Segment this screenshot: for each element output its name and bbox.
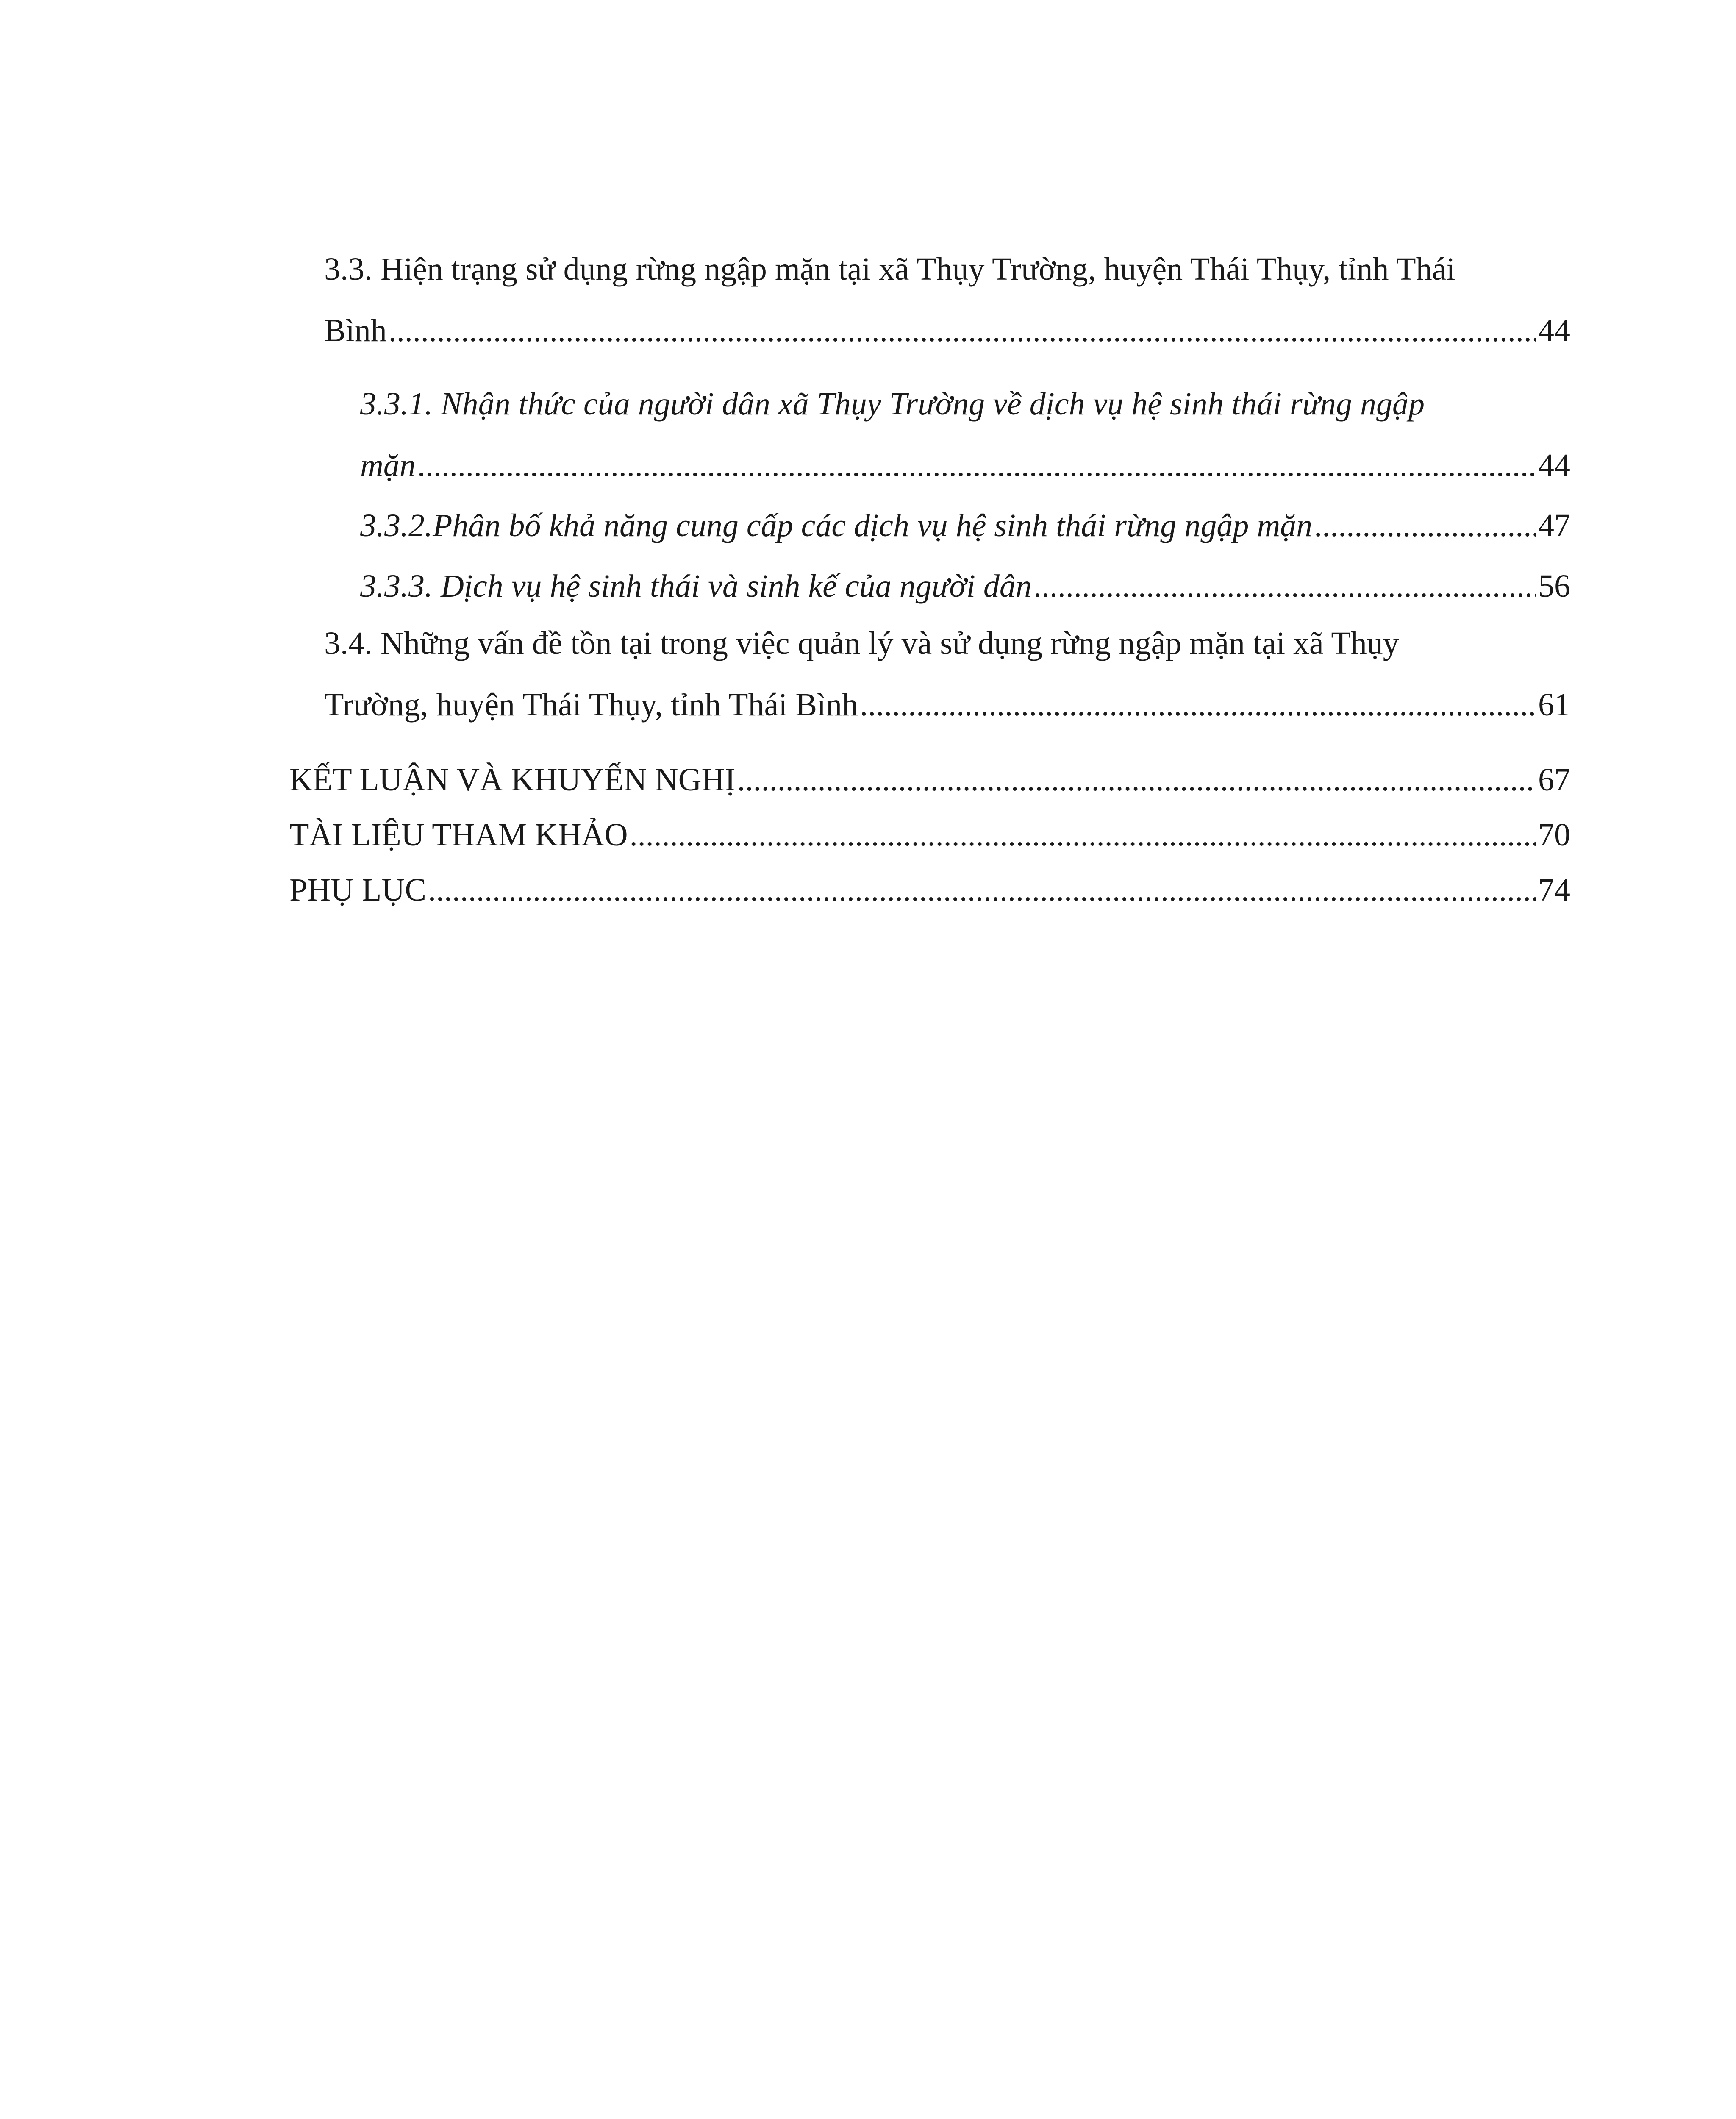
toc-page-number: 70 — [1538, 817, 1570, 853]
toc-entry-3-4-title-cont: Trường, huyện Thái Thụy, tỉnh Thái Bình — [324, 687, 858, 723]
toc-page-number: 74 — [1538, 872, 1570, 908]
dot-leader — [860, 684, 1536, 726]
toc-entry-3-3-1-title: 3.3.1. Nhận thức của người dân xã Thụy Trường về dịch vụ hệ sinh thái rừng ngập — [360, 386, 1425, 422]
toc-page-number: 67 — [1538, 762, 1570, 798]
toc-entry-tai-lieu-title: TÀI LIỆU THAM KHẢO — [289, 817, 628, 853]
toc-entry-3-3-title-cont: Bình — [324, 313, 387, 348]
dot-leader — [428, 869, 1536, 911]
toc-entry-ket-luan-title: KẾT LUẬN VÀ KHUYẾN NGHỊ — [289, 762, 736, 798]
toc-entry-3-3-2[interactable] — [360, 504, 1570, 547]
dot-leader — [417, 444, 1536, 487]
dot-leader — [1033, 565, 1536, 607]
toc-entry-3-4-title: 3.4. Những vấn đề tồn tại trong việc quản lý và sử dụng rừng ngập mặn tại xã Thụy — [324, 626, 1399, 661]
toc-page-number: 61 — [1538, 687, 1570, 723]
dot-leader — [630, 814, 1536, 856]
toc-entry-ket-luan[interactable] — [289, 759, 1570, 801]
toc-entry-3-3-title: 3.3. Hiện trạng sử dụng rừng ngập mặn tại xã Thụy Trường, huyện Thái Thụy, tỉnh Thái — [324, 251, 1455, 287]
dot-leader — [1314, 504, 1536, 547]
toc-entry-tai-lieu[interactable] — [289, 814, 1570, 856]
toc-entry-3-3-3-title: 3.3.3. Dịch vụ hệ sinh thái và sinh kế của người dân — [360, 568, 1032, 604]
toc-entry-3-3-1-title-cont: mặn — [360, 448, 416, 483]
toc-page-number: 44 — [1538, 313, 1570, 348]
toc-entry-phu-luc-title: PHỤ LỤC — [289, 872, 427, 908]
toc-page-number: 56 — [1538, 568, 1570, 604]
toc-page-number: 44 — [1538, 448, 1570, 483]
dot-leader — [737, 759, 1536, 801]
toc-entry-3-3-1[interactable] — [360, 444, 1570, 487]
toc-entry-3-3-2-title: 3.3.2.Phân bố khả năng cung cấp các dịch vụ hệ sinh thái rừng ngập mặn — [360, 508, 1313, 543]
dot-leader — [389, 309, 1536, 352]
toc-page-number: 47 — [1538, 508, 1570, 543]
toc-entry-3-3-3[interactable] — [360, 565, 1570, 607]
toc-entry-3-4[interactable] — [324, 684, 1570, 726]
toc-entry-3-3[interactable] — [324, 309, 1570, 352]
toc-entry-phu-luc[interactable] — [289, 869, 1570, 911]
